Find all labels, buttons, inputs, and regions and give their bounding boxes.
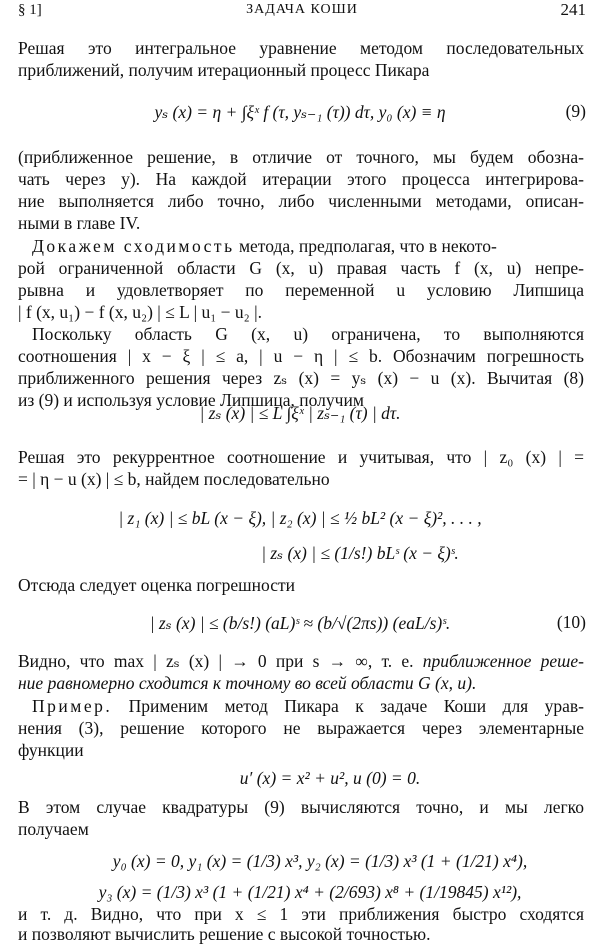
text-line: | f (x, u₁) − f (x, u₂) | ≤ L | u₁ − u₂ |.	[18, 302, 263, 322]
running-title: ЗАДАЧА КОШИ	[246, 2, 358, 17]
text-line: рой ограниченной области G (x, u) правая часть f (x, u) непре-	[18, 258, 584, 278]
equation-number: (9)	[565, 101, 586, 121]
running-header	[18, 2, 586, 22]
text-line: чать через y). На каждой итерации этого процесса интегрирова-	[18, 169, 584, 189]
text-line: Пример. Применим метод Пикара к задаче Коши для урав-	[32, 696, 584, 716]
text-line: Докажем сходимость метода, предполагая, что в некото-	[32, 236, 497, 256]
equation-y0-y1-y2: y₀ (x) = 0, y₁ (x) = (1/3) x³, y₂ (x) = (1/3) x³ (1 + (1/21) x⁴),	[112, 851, 528, 871]
equation-picard-iteration: yₛ (x) = η + ∫ξˣ f (τ, yₛ₋₁ (τ)) dτ, y₀ (x) ≡ η	[154, 102, 446, 122]
section-marker: § 1]	[18, 2, 42, 18]
text-line: приближений, получим итерационный процесс Пикара	[18, 60, 430, 80]
text-line-italic: ние равномерно сходится к точному во всей области G (x, u).	[18, 673, 477, 693]
text-line: Видно, что max | zₛ (x) | → 0 при s → ∞, т. е. приближенное реше-	[18, 651, 584, 671]
text-line: функции	[18, 740, 84, 760]
equation-ode: u′ (x) = x² + u², u (0) = 0.	[239, 768, 421, 788]
text-line: соотношения | x − ξ | ≤ a, | u − η | ≤ b. Обозначим погрешность	[18, 346, 584, 366]
equation-zs-bound: | zₛ (x) | ≤ (1/s!) bLˢ (x − ξ)ˢ.	[261, 543, 459, 563]
equation-error-integral: | zₛ (x) | ≤ L ∫ξˣ | zₛ₋₁ (τ) | dτ.	[199, 403, 401, 423]
text-line: нения (3), решение которого не выражается через элементарные	[18, 718, 584, 738]
text-line: получаем	[18, 819, 89, 839]
text-line: Поскольку область G (x, u) ограничена, то выполняются	[32, 324, 584, 344]
text-line: ние выполняется либо точно, либо численными методами, описан-	[18, 191, 584, 211]
spaced-lead: Докажем сходимость	[32, 236, 235, 256]
equation-y3: y₃ (x) = (1/3) x³ (1 + (1/21) x⁴ + (2/693) x⁸ + (1/19845) x¹²),	[98, 882, 522, 902]
text-line: Отсюда следует оценка погрешности	[18, 575, 295, 595]
text-line: приближенного решения через zₛ (x) = yₛ (x) − u (x). Вычитая (8)	[18, 368, 584, 388]
text-line: (приближенное решение, в отличие от точного, мы будем обозна-	[18, 147, 584, 167]
example-lead: Пример.	[32, 696, 113, 716]
text-line: из (9) и используя условие Липшица, получим	[18, 390, 364, 410]
text-line: и позволяют вычислить решение с высокой точностью.	[18, 924, 431, 944]
page-number: 241	[560, 0, 586, 19]
text-line: и т. д. Видно, что при x ≤ 1 эти приближения быстро сходятся	[18, 904, 584, 924]
text-line: Решая это интегральное уравнение методом последовательных	[18, 38, 584, 58]
text-line: = | η − u (x) | ≤ b, найдем последовательно	[18, 469, 330, 489]
equation-z1-z2: | z₁ (x) | ≤ bL (x − ξ), | z₂ (x) | ≤ ½ bL² (x − ξ)², . . . ,	[118, 508, 482, 528]
equation-number: (10)	[556, 612, 586, 632]
text-line: Решая это рекуррентное соотношение и учитывая, что | z₀ (x) | =	[18, 447, 584, 467]
equation-error-estimate: | zₛ (x) | ≤ (b/s!) (aL)ˢ ≈ (b/√(2πs)) (eaL/s)ˢ.	[149, 613, 451, 633]
text-line: В этом случае квадратуры (9) вычисляются точно, и мы легко	[18, 797, 584, 817]
text-line: рывна и удовлетворяет по переменной u условию Липшица	[18, 280, 584, 300]
text-line: ными в главе IV.	[18, 213, 141, 233]
